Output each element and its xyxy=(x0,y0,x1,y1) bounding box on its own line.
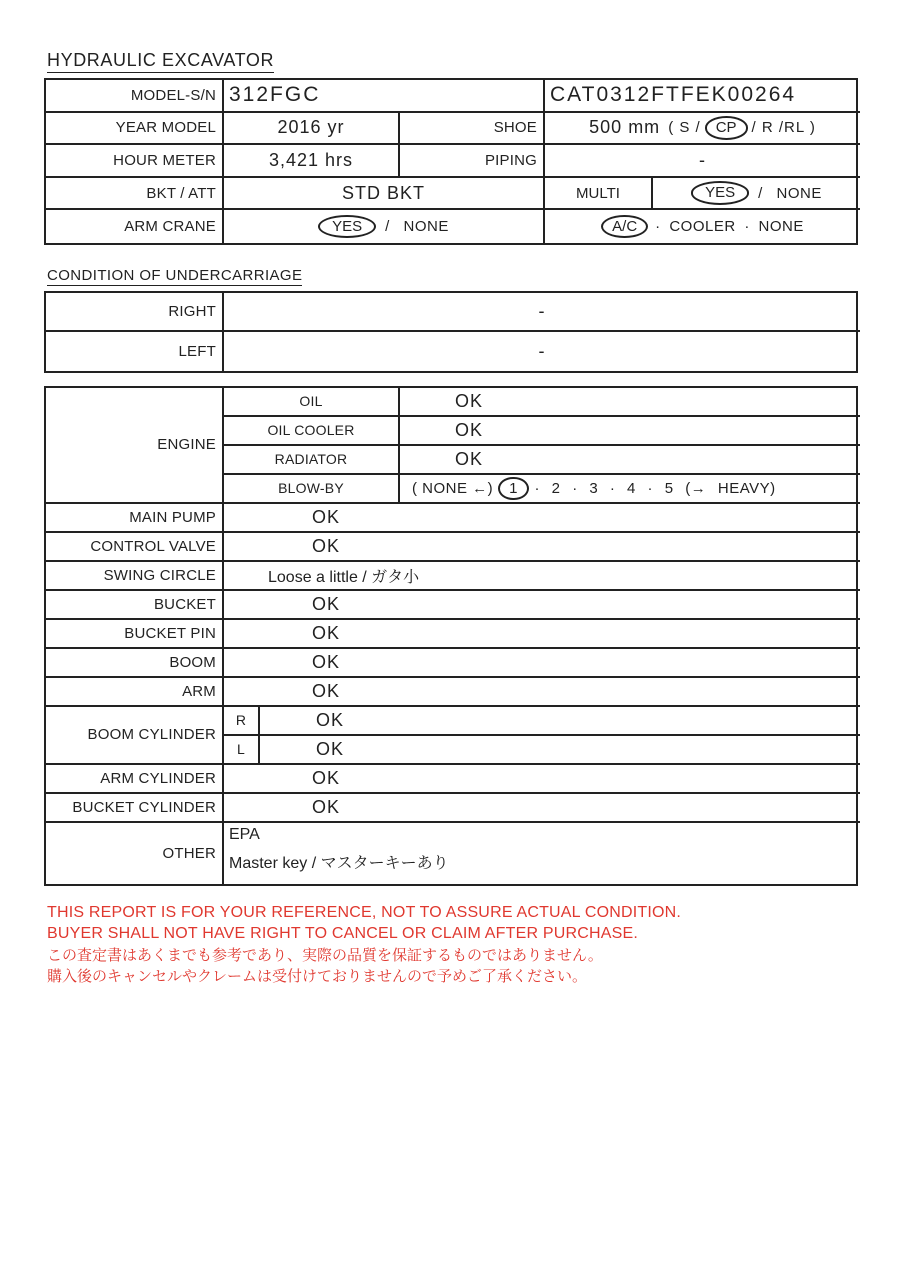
engine-value-blow-by xyxy=(400,475,860,504)
inspection-value-bucket-cylinder: OK xyxy=(224,794,860,823)
inspection-value-bucket-pin: OK xyxy=(224,620,860,649)
spec-value-year-model: 2016 yr xyxy=(224,113,400,146)
report-title xyxy=(47,50,905,73)
inspection-value-main-pump: OK xyxy=(224,504,860,533)
ac-options: · COOLER · NONE xyxy=(655,218,804,236)
spec-label-arm-crane: ARM CRANE xyxy=(46,210,224,243)
inspection-label-bucket: BUCKET xyxy=(46,591,224,620)
engine-sub-label-blow-by: BLOW-BY xyxy=(224,475,400,504)
engine-value-oil: OK xyxy=(400,388,860,417)
engine-sub-label-oil-cooler: OIL COOLER xyxy=(224,417,400,446)
boom-cylinder-r-value: OK xyxy=(260,707,860,736)
spec-label-model-sn: MODEL-S/N xyxy=(46,80,224,113)
shoe-size: 500 mm xyxy=(589,117,661,138)
inspection-value-control-valve: OK xyxy=(224,533,860,562)
ac-circled: A/C xyxy=(601,215,648,238)
blow-by-circled-level: 1 xyxy=(498,477,528,500)
spec-value-ac-cooler xyxy=(545,210,860,243)
multi-option-none: / NONE xyxy=(758,184,822,202)
report-title-text: HYDRAULIC EXCAVATOR xyxy=(47,50,274,73)
inspection-label-main-pump: MAIN PUMP xyxy=(46,504,224,533)
disclaimer-line-4: 購入後のキャンセルやクレームは受付けておりませんので予めご了承ください。 xyxy=(47,968,588,986)
inspection-value-swing-circle: Loose a little / ガタ小 xyxy=(224,562,860,591)
disclaimer xyxy=(47,902,905,988)
spec-label-multi: MULTI xyxy=(545,178,653,211)
boom-cylinder-r-label: R xyxy=(224,707,260,736)
arm-crane-circled-yes: YES xyxy=(318,215,376,238)
spec-label-hour-meter: HOUR METER xyxy=(46,145,224,178)
undercarriage-table xyxy=(44,291,858,373)
undercarriage-label-left: LEFT xyxy=(46,332,224,371)
spec-label-bkt-att: BKT / ATT xyxy=(46,178,224,211)
inspection-label-boom: BOOM xyxy=(46,649,224,678)
engine-value-radiator: OK xyxy=(400,446,860,475)
shoe-options-suffix: / R /RL ) xyxy=(751,119,816,137)
inspection-value-arm-cylinder: OK xyxy=(224,765,860,794)
spec-value-arm-crane xyxy=(224,210,545,243)
arm-crane-option-none: / NONE xyxy=(385,218,449,236)
undercarriage-value-right: - xyxy=(224,293,860,332)
shoe-options-prefix: ( S / xyxy=(668,119,701,137)
engine-value-oil-cooler: OK xyxy=(400,417,860,446)
inspection-value-bucket: OK xyxy=(224,591,860,620)
boom-cylinder-label: BOOM CYLINDER xyxy=(46,707,224,765)
shoe-circled-option: CP xyxy=(705,116,748,139)
spec-value-shoe xyxy=(545,113,860,146)
boom-cylinder-l-label: L xyxy=(224,736,260,765)
multi-circled-yes: YES xyxy=(691,181,749,204)
undercarriage-heading-text: CONDITION OF UNDERCARRIAGE xyxy=(47,266,303,284)
spec-label-shoe: SHOE xyxy=(400,113,545,146)
spec-value-hour-meter: 3,421 hrs xyxy=(224,145,400,178)
inspection-table xyxy=(44,386,858,886)
blow-by-scale-none: ( NONE ←) xyxy=(412,479,494,497)
engine-sub-label-radiator: RADIATOR xyxy=(224,446,400,475)
spec-label-piping: PIPING xyxy=(400,145,545,178)
inspection-value-boom: OK xyxy=(224,649,860,678)
blow-by-scale-heavy: · 2 · 3 · 4 · 5 (→ HEAVY) xyxy=(534,479,776,497)
other-value xyxy=(224,823,860,884)
boom-cylinder-l-value: OK xyxy=(260,736,860,765)
spec-value-model-sn: 312FGC xyxy=(224,80,545,113)
spec-value-multi xyxy=(653,178,860,211)
inspection-label-swing-circle: SWING CIRCLE xyxy=(46,562,224,591)
other-line-master-key: Master key / マスターキーあり xyxy=(229,854,449,872)
spec-label-year-model: YEAR MODEL xyxy=(46,113,224,146)
spec-value-serial: CAT0312FTFEK00264 xyxy=(545,80,860,113)
disclaimer-line-3: この査定書はあくまでも参考であり、実際の品質を保証するものではありません。 xyxy=(47,946,603,964)
inspection-label-bucket-cylinder: BUCKET CYLINDER xyxy=(46,794,224,823)
spec-value-piping: - xyxy=(545,145,860,178)
inspection-label-arm-cylinder: ARM CYLINDER xyxy=(46,765,224,794)
other-line-epa: EPA xyxy=(229,825,260,843)
engine-sub-label-oil: OIL xyxy=(224,388,400,417)
other-label: OTHER xyxy=(46,823,224,884)
inspection-value-arm: OK xyxy=(224,678,860,707)
inspection-label-bucket-pin: BUCKET PIN xyxy=(46,620,224,649)
undercarriage-label-right: RIGHT xyxy=(46,293,224,332)
disclaimer-line-1: THIS REPORT IS FOR YOUR REFERENCE, NOT TO ASSURE ACTUAL CONDITION. xyxy=(47,903,682,921)
engine-label: ENGINE xyxy=(46,388,224,504)
spec-table xyxy=(44,78,858,245)
inspection-label-arm: ARM xyxy=(46,678,224,707)
disclaimer-line-2: BUYER SHALL NOT HAVE RIGHT TO CANCEL OR CLAIM AFTER PURCHASE. xyxy=(47,925,638,943)
undercarriage-heading xyxy=(47,267,905,286)
spec-value-bkt-att: STD BKT xyxy=(224,178,545,211)
inspection-label-control-valve: CONTROL VALVE xyxy=(46,533,224,562)
undercarriage-value-left: - xyxy=(538,340,546,361)
